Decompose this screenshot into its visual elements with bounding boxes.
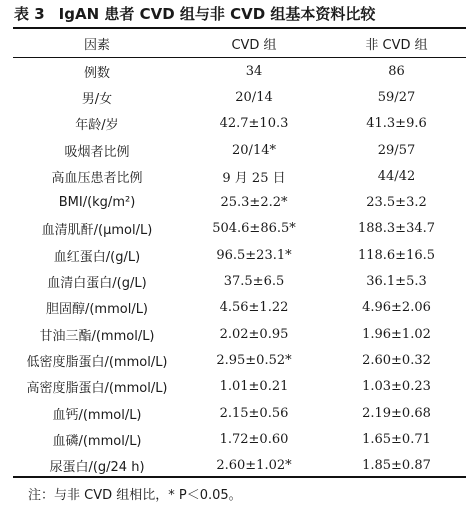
table-row xyxy=(13,216,466,242)
table-row xyxy=(13,321,466,347)
table-row xyxy=(13,163,466,189)
column-header-cvd: CVD 组 xyxy=(231,37,277,53)
cvd-value: 9 月 25 日 xyxy=(222,170,286,186)
non-cvd-value: 2.60±0.32 xyxy=(362,352,431,368)
table-header-row xyxy=(13,29,466,57)
table-row xyxy=(13,347,466,373)
table-row xyxy=(13,84,466,110)
row-label: 高血压患者比例 xyxy=(51,170,143,186)
table-row xyxy=(13,268,466,294)
table-row xyxy=(13,137,466,163)
cvd-value: 1.01±0.21 xyxy=(219,379,289,395)
cvd-value: 504.6±86.5* xyxy=(212,221,296,237)
row-label: 尿蛋白/(g/24 h) xyxy=(49,460,145,476)
non-cvd-value: 1.65±0.71 xyxy=(362,431,431,447)
non-cvd-value: 29/57 xyxy=(377,142,416,158)
table-row xyxy=(13,400,466,426)
non-cvd-value: 23.5±3.2 xyxy=(366,195,427,211)
row-label: 高密度脂蛋白/(mmol/L) xyxy=(26,381,168,397)
cvd-value: 20/14* xyxy=(232,142,276,158)
row-label: 甘油三酯/(mmol/L) xyxy=(39,328,155,344)
non-cvd-value: 86 xyxy=(388,63,405,79)
row-label: 血钙/(mmol/L) xyxy=(52,407,142,423)
cvd-value: 34 xyxy=(245,63,263,79)
non-cvd-value: 4.96±2.06 xyxy=(362,300,431,316)
table-row xyxy=(13,374,466,400)
cvd-value: 1.72±0.60 xyxy=(219,431,289,447)
cvd-value: 2.15±0.56 xyxy=(219,405,289,421)
non-cvd-value: 118.6±16.5 xyxy=(357,247,436,263)
row-label: 低密度脂蛋白/(mmol/L) xyxy=(26,354,168,370)
row-label: 例数 xyxy=(83,65,110,81)
table-body xyxy=(13,58,466,479)
table-number: 表 3 xyxy=(14,5,45,23)
table-row xyxy=(13,242,466,268)
cvd-value: 4.56±1.22 xyxy=(219,300,289,316)
row-label: 年龄/岁 xyxy=(75,118,119,134)
table-row xyxy=(13,452,466,478)
row-label: 血磷/(mmol/L) xyxy=(52,433,142,449)
table-caption xyxy=(14,2,375,26)
row-label: 血红蛋白/(g/L) xyxy=(53,249,141,265)
cvd-value: 25.3±2.2* xyxy=(220,195,288,211)
non-cvd-value: 1.85±0.87 xyxy=(362,458,431,474)
cvd-value: 20/14 xyxy=(235,89,273,105)
cvd-value: 42.7±10.3 xyxy=(219,116,289,132)
cvd-value: 2.02±0.95 xyxy=(219,326,289,342)
non-cvd-value: 1.96±1.02 xyxy=(362,326,431,342)
row-label: BMI/(kg/m²) xyxy=(58,195,136,211)
column-header-factor: 因素 xyxy=(83,37,110,53)
column-header-non-cvd: 非 CVD 组 xyxy=(365,37,428,53)
non-cvd-value: 41.3±9.6 xyxy=(366,116,427,132)
table-row xyxy=(13,189,466,215)
row-label: 血清白蛋白/(g/L) xyxy=(47,276,147,292)
row-label: 血清肌酐/(μmol/L) xyxy=(41,223,153,239)
non-cvd-value: 2.19±0.68 xyxy=(362,405,431,421)
cvd-value: 2.95±0.52* xyxy=(216,352,292,368)
non-cvd-value: 36.1±5.3 xyxy=(366,274,427,290)
table-footnote: 注：与非 CVD 组相比，* P＜0.05。 xyxy=(28,488,242,503)
row-label: 胆固醇/(mmol/L) xyxy=(45,302,149,318)
cvd-value: 2.60±1.02* xyxy=(216,458,292,474)
non-cvd-value: 188.3±34.7 xyxy=(357,221,436,237)
table-row xyxy=(13,58,466,84)
table-title: IgAN 患者 CVD 组与非 CVD 组基本资料比较 xyxy=(58,5,376,23)
cvd-value: 96.5±23.1* xyxy=(216,247,292,263)
row-label: 吸烟者比例 xyxy=(64,144,130,160)
non-cvd-value: 59/27 xyxy=(377,89,416,105)
data-table xyxy=(13,29,466,479)
row-label: 男/女 xyxy=(81,91,113,107)
table-row xyxy=(13,295,466,321)
non-cvd-value: 1.03±0.23 xyxy=(362,379,431,395)
table-row xyxy=(13,426,466,452)
non-cvd-value: 44/42 xyxy=(377,168,416,184)
cvd-value: 37.5±6.5 xyxy=(223,274,285,290)
table-row xyxy=(13,111,466,137)
